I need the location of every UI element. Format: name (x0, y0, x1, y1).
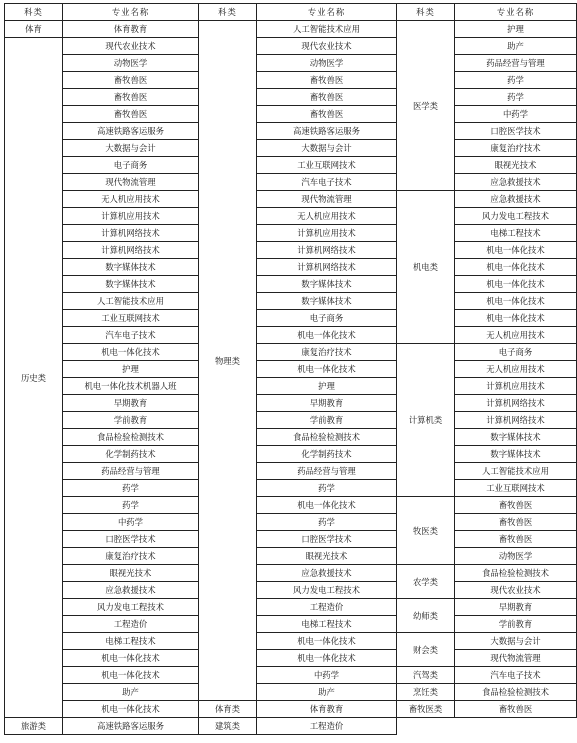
table-row (5, 310, 577, 327)
major-cell: 眼视光技术 (455, 157, 577, 174)
major-cell: 畜牧兽医 (257, 89, 397, 106)
major-cell: 中药学 (455, 106, 577, 123)
header-category-2: 科类 (199, 4, 257, 21)
major-cell: 现代物流管理 (63, 174, 199, 191)
major-cell: 护理 (455, 21, 577, 38)
major-cell: 汽车电子技术 (63, 327, 199, 344)
major-cell: 大数据与会计 (455, 633, 577, 650)
major-cell: 中药学 (63, 514, 199, 531)
major-cell: 护理 (63, 361, 199, 378)
table-row (5, 208, 577, 225)
major-cell: 机电一体化技术 (257, 327, 397, 344)
table-row (5, 429, 577, 446)
table-row (5, 667, 577, 684)
major-cell: 数字媒体技术 (257, 276, 397, 293)
table-row (5, 497, 577, 514)
major-cell: 计算机网络技术 (257, 242, 397, 259)
major-cell: 大数据与会计 (257, 140, 397, 157)
header-category-1: 科类 (5, 4, 63, 21)
category-cell: 体育 (5, 21, 63, 38)
major-cell: 化学制药技术 (257, 446, 397, 463)
major-cell: 高速铁路客运服务 (63, 123, 199, 140)
header-major-1: 专业名称 (63, 4, 199, 21)
major-cell: 早期教育 (257, 395, 397, 412)
major-cell: 风力发电工程技术 (257, 582, 397, 599)
major-cell: 人工智能技术应用 (257, 21, 397, 38)
major-cell: 工程造价 (63, 616, 199, 633)
category-cell: 建筑类 (199, 718, 257, 735)
category-cell: 旅游类 (5, 718, 63, 735)
table-row (5, 191, 577, 208)
table-row (5, 174, 577, 191)
major-cell: 电梯工程技术 (257, 616, 397, 633)
major-cell: 汽车电子技术 (257, 174, 397, 191)
major-cell: 食品检验检测技术 (63, 429, 199, 446)
table-row (5, 718, 577, 735)
major-cell: 体育教育 (257, 701, 397, 718)
major-cell: 药学 (257, 514, 397, 531)
header-major-2: 专业名称 (257, 4, 397, 21)
major-cell: 学前教育 (455, 616, 577, 633)
category-cell: 物理类 (199, 21, 257, 701)
major-cell: 机电一体化技术机器人班 (63, 378, 199, 395)
major-cell: 现代农业技术 (257, 38, 397, 55)
table-row (5, 701, 577, 718)
major-cell: 工程造价 (257, 599, 397, 616)
major-cell: 食品检验检测技术 (455, 684, 577, 701)
table-row (5, 106, 577, 123)
major-cell: 食品检验检测技术 (257, 429, 397, 446)
major-cell: 畜牧兽医 (455, 701, 577, 718)
major-cell: 数字媒体技术 (63, 259, 199, 276)
major-cell: 化学制药技术 (63, 446, 199, 463)
major-cell: 药学 (63, 480, 199, 497)
major-cell: 现代物流管理 (257, 191, 397, 208)
major-cell: 风力发电工程技术 (455, 208, 577, 225)
table-row (5, 157, 577, 174)
major-cell: 动物医学 (455, 548, 577, 565)
major-cell: 电子商务 (63, 157, 199, 174)
category-cell: 烹饪类 (397, 684, 455, 701)
header-major-3: 专业名称 (455, 4, 577, 21)
major-cell: 工业互联网技术 (63, 310, 199, 327)
table-row (5, 480, 577, 497)
major-cell: 高速铁路客运服务 (63, 718, 199, 735)
major-cell: 口腔医学技术 (455, 123, 577, 140)
category-cell: 计算机类 (397, 344, 455, 497)
table-row (5, 72, 577, 89)
major-cell: 康复治疗技术 (63, 548, 199, 565)
category-cell: 医学类 (397, 21, 455, 191)
major-cell: 风力发电工程技术 (63, 599, 199, 616)
table-row (5, 242, 577, 259)
category-cell: 幼师类 (397, 599, 455, 633)
major-cell: 助产 (63, 684, 199, 701)
major-cell: 机电一体化技术 (257, 633, 397, 650)
major-cell: 机电一体化技术 (257, 361, 397, 378)
major-cell: 机电一体化技术 (63, 344, 199, 361)
major-cell: 计算机网络技术 (257, 259, 397, 276)
major-cell: 早期教育 (455, 599, 577, 616)
major-cell: 应急救援技术 (455, 174, 577, 191)
major-cell: 数字媒体技术 (455, 429, 577, 446)
major-cell: 电梯工程技术 (63, 633, 199, 650)
major-cell: 机电一体化技术 (63, 650, 199, 667)
table-row (5, 446, 577, 463)
major-cell: 助产 (257, 684, 397, 701)
major-cell: 畜牧兽医 (63, 106, 199, 123)
major-category-table (4, 3, 577, 735)
major-cell: 机电一体化技术 (63, 667, 199, 684)
major-cell: 计算机应用技术 (455, 378, 577, 395)
major-cell: 大数据与会计 (63, 140, 199, 157)
major-cell: 数字媒体技术 (455, 446, 577, 463)
major-cell: 动物医学 (257, 55, 397, 72)
category-cell: 牧医类 (397, 497, 455, 565)
major-cell: 早期教育 (63, 395, 199, 412)
major-cell: 计算机网络技术 (63, 242, 199, 259)
category-cell: 机电类 (397, 191, 455, 344)
major-cell: 应急救援技术 (257, 565, 397, 582)
table-row (5, 21, 577, 38)
table-row (5, 599, 577, 616)
header-category-3: 科类 (397, 4, 455, 21)
major-cell: 无人机应用技术 (63, 191, 199, 208)
major-cell: 护理 (257, 378, 397, 395)
major-cell: 机电一体化技术 (257, 497, 397, 514)
major-cell: 机电一体化技术 (455, 259, 577, 276)
table-row (5, 89, 577, 106)
major-cell: 汽车电子技术 (455, 667, 577, 684)
major-cell: 现代物流管理 (455, 650, 577, 667)
category-cell: 汽驾类 (397, 667, 455, 684)
major-cell: 机电一体化技术 (257, 650, 397, 667)
major-cell: 现代农业技术 (455, 582, 577, 599)
category-cell: 历史类 (5, 38, 63, 718)
major-cell: 工业互联网技术 (257, 157, 397, 174)
table-row (5, 327, 577, 344)
major-cell: 人工智能技术应用 (63, 293, 199, 310)
major-cell: 现代农业技术 (63, 38, 199, 55)
major-cell: 电梯工程技术 (455, 225, 577, 242)
major-cell: 计算机网络技术 (455, 412, 577, 429)
table-row (5, 684, 577, 701)
table-row (5, 38, 577, 55)
table-row (5, 225, 577, 242)
major-cell: 工业互联网技术 (455, 480, 577, 497)
major-cell: 计算机应用技术 (63, 208, 199, 225)
major-cell: 无人机应用技术 (257, 208, 397, 225)
major-cell: 药品经营与管理 (455, 55, 577, 72)
major-cell: 机电一体化技术 (455, 242, 577, 259)
major-cell: 机电一体化技术 (63, 701, 199, 718)
table-row (5, 395, 577, 412)
major-cell: 数字媒体技术 (63, 276, 199, 293)
major-cell: 畜牧兽医 (257, 72, 397, 89)
table-row (5, 514, 577, 531)
major-cell: 体育教育 (63, 21, 199, 38)
major-cell: 畜牧兽医 (455, 514, 577, 531)
category-cell: 体育类 (199, 701, 257, 718)
major-cell: 人工智能技术应用 (455, 463, 577, 480)
major-cell: 数字媒体技术 (257, 293, 397, 310)
major-cell: 畜牧兽医 (63, 72, 199, 89)
major-cell: 无人机应用技术 (455, 327, 577, 344)
major-cell: 药品经营与管理 (257, 463, 397, 480)
major-cell: 计算机网络技术 (63, 225, 199, 242)
major-cell: 食品检验检测技术 (455, 565, 577, 582)
major-cell: 电子商务 (257, 310, 397, 327)
table-row (5, 276, 577, 293)
table-row (5, 616, 577, 633)
major-cell: 药品经营与管理 (63, 463, 199, 480)
major-cell: 计算机网络技术 (455, 395, 577, 412)
major-cell: 康复治疗技术 (455, 140, 577, 157)
table-row (5, 548, 577, 565)
major-cell: 高速铁路客运服务 (257, 123, 397, 140)
major-cell: 机电一体化技术 (455, 276, 577, 293)
major-cell: 学前教育 (257, 412, 397, 429)
major-cell: 电子商务 (455, 344, 577, 361)
major-cell: 康复治疗技术 (257, 344, 397, 361)
major-cell: 眼视光技术 (63, 565, 199, 582)
table-row (5, 123, 577, 140)
table-body (5, 4, 577, 735)
major-cell: 口腔医学技术 (257, 531, 397, 548)
category-cell: 畜牧医类 (397, 701, 455, 718)
table-row (5, 531, 577, 548)
major-cell: 应急救援技术 (455, 191, 577, 208)
table-row (5, 378, 577, 395)
table-row (5, 412, 577, 429)
category-cell: 财会类 (397, 633, 455, 667)
major-cell: 药学 (63, 497, 199, 514)
major-cell: 计算机应用技术 (257, 225, 397, 242)
table-row (5, 650, 577, 667)
major-cell: 药学 (455, 72, 577, 89)
category-cell: 农学类 (397, 565, 455, 599)
table-row (5, 463, 577, 480)
table-row (5, 633, 577, 650)
major-cell: 畜牧兽医 (455, 531, 577, 548)
major-cell: 畜牧兽医 (257, 106, 397, 123)
major-cell: 无人机应用技术 (455, 361, 577, 378)
table-row (5, 582, 577, 599)
major-cell: 机电一体化技术 (455, 310, 577, 327)
table-row (5, 344, 577, 361)
table-row (5, 55, 577, 72)
table-row (5, 140, 577, 157)
major-cell: 药学 (257, 480, 397, 497)
major-cell: 应急救援技术 (63, 582, 199, 599)
table-row (5, 361, 577, 378)
major-cell: 动物医学 (63, 55, 199, 72)
major-cell: 工程造价 (257, 718, 397, 735)
major-cell: 畜牧兽医 (455, 497, 577, 514)
major-cell: 机电一体化技术 (455, 293, 577, 310)
major-cell: 助产 (455, 38, 577, 55)
major-cell: 学前教育 (63, 412, 199, 429)
major-cell: 口腔医学技术 (63, 531, 199, 548)
major-cell: 中药学 (257, 667, 397, 684)
table-row (5, 259, 577, 276)
header-row (5, 4, 577, 21)
table-row (5, 293, 577, 310)
major-cell: 眼视光技术 (257, 548, 397, 565)
major-cell: 畜牧兽医 (63, 89, 199, 106)
table-row (5, 565, 577, 582)
major-cell: 药学 (455, 89, 577, 106)
